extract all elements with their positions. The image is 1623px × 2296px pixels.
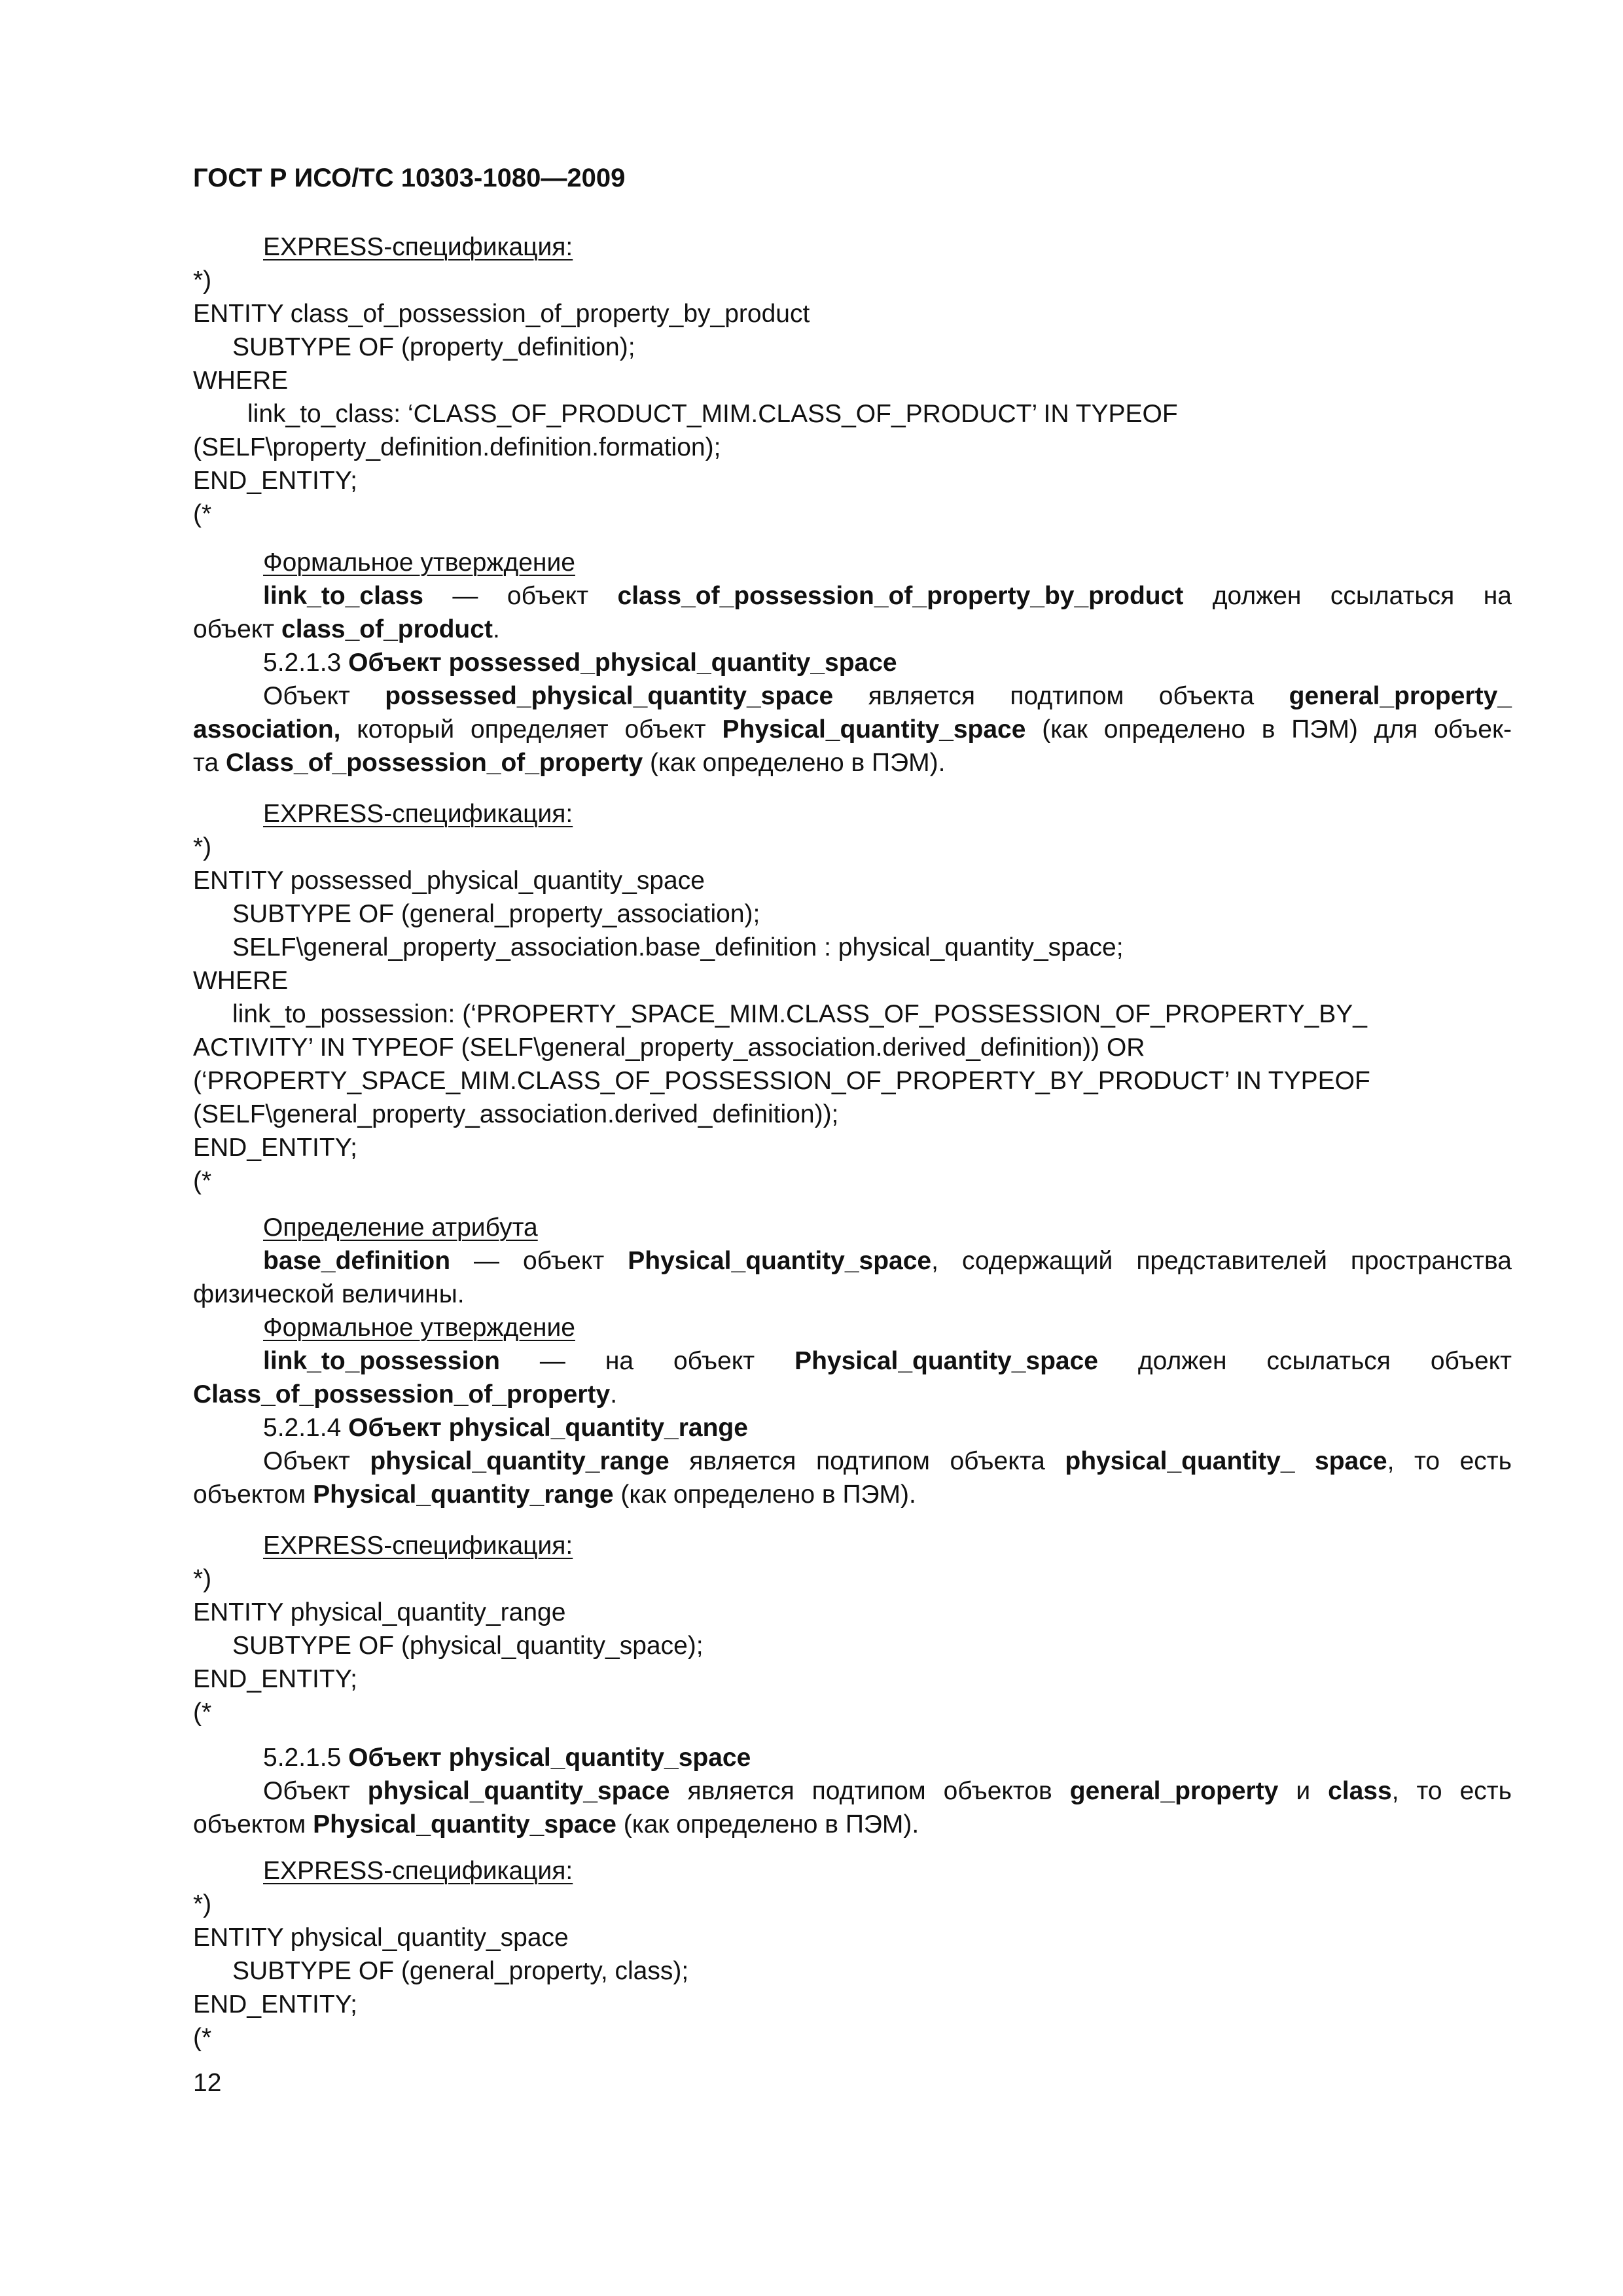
end-entity: END_ENTITY; [193,1990,358,2018]
section-heading: 5.2.1.3 Объект possessed_physical_quantity_space [263,649,897,677]
page-number: 12 [193,2069,222,2097]
formal-statement-text: объект class_of_product. [193,615,500,643]
formal-statement-text: link_to_possession — на объект Physical_quantity_space должен ссылаться объект [263,1347,1512,1375]
formal-statement-label: Формальное утверждение [263,548,575,577]
subtype-declaration: SUBTYPE OF (general_property, class); [232,1957,689,1985]
section-heading: 5.2.1.5 Объект physical_quantity_space [263,1744,751,1772]
code-close: (* [193,2024,212,2052]
where-rule-line: (SELF\general_property_association.derived_definition)); [193,1100,839,1128]
section-description: объектом Physical_quantity_range (как определено в ПЭМ). [193,1480,916,1509]
section-heading: 5.2.1.4 Объект physical_quantity_range [263,1414,748,1442]
express-spec-label: EXPRESS-спецификация: [263,233,573,261]
code-close: (* [193,1698,212,1727]
section-description: объектом Physical_quantity_space (как определено в ПЭМ). [193,1810,919,1839]
where-rule-line: link_to_class: ‘CLASS_OF_PRODUCT_MIM.CLASS_OF_PRODUCT’ IN TYPEOF [247,400,1178,428]
where-keyword: WHERE [193,967,289,995]
document-header: ГОСТ Р ИСО/ТС 10303-1080—2009 [193,164,626,192]
subtype-declaration: SUBTYPE OF (general_property_association); [232,900,760,928]
entity-declaration: ENTITY physical_quantity_range [193,1598,566,1626]
where-rule-line: (SELF\property_definition.definition.formation); [193,433,721,461]
subtype-declaration: SUBTYPE OF (property_definition); [232,333,635,361]
section-description: та Class_of_possession_of_property (как определено в ПЭМ). [193,749,946,777]
end-entity: END_ENTITY; [193,1134,358,1162]
entity-declaration: ENTITY class_of_possession_of_property_by_product [193,300,810,328]
attribute-declaration: SELF\general_property_association.base_definition : physical_quantity_space; [232,933,1124,961]
formal-statement-text: link_to_class — объект class_of_possession_of_property_by_product должен ссылаться на [263,582,1512,610]
end-entity: END_ENTITY; [193,467,358,495]
section-description: Объект possessed_physical_quantity_space является подтипом объекта general_property_ [263,682,1512,710]
code-close: (* [193,500,212,528]
subtype-declaration: SUBTYPE OF (physical_quantity_space); [232,1632,704,1660]
attribute-definition-text: base_definition — объект Physical_quantity_space, содержащий представителей пространства [263,1247,1512,1275]
section-description: association, который определяет объект Physical_quantity_space (как определено в ПЭМ) для объек- [193,715,1512,744]
formal-statement-text: Class_of_possession_of_property. [193,1380,618,1408]
where-rule-line: link_to_possession: (‘PROPERTY_SPACE_MIM.CLASS_OF_POSSESSION_OF_PROPERTY_BY_ [232,1000,1367,1028]
where-rule-line: ACTIVITY’ IN TYPEOF (SELF\general_property_association.derived_definition)) OR [193,1033,1145,1062]
where-keyword: WHERE [193,367,289,395]
code-open: *) [193,1890,212,1918]
attribute-definition-label: Определение атрибута [263,1213,538,1242]
code-close: (* [193,1167,212,1195]
end-entity: END_ENTITY; [193,1665,358,1693]
express-spec-label: EXPRESS-спецификация: [263,1532,573,1560]
entity-declaration: ENTITY physical_quantity_space [193,1924,569,1952]
code-open: *) [193,266,212,295]
code-open: *) [193,833,212,861]
code-open: *) [193,1565,212,1593]
express-spec-label: EXPRESS-спецификация: [263,1857,573,1885]
attribute-definition-text: физической величины. [193,1280,465,1308]
formal-statement-label: Формальное утверждение [263,1314,575,1342]
where-rule-line: (‘PROPERTY_SPACE_MIM.CLASS_OF_POSSESSION_OF_PROPERTY_BY_PRODUCT’ IN TYPEOF [193,1067,1370,1095]
express-spec-label: EXPRESS-спецификация: [263,800,573,828]
entity-declaration: ENTITY possessed_physical_quantity_space [193,867,705,895]
section-description: Объект physical_quantity_space является подтипом объектов general_property и class, то есть [263,1777,1512,1805]
section-description: Объект physical_quantity_range является подтипом объекта physical_quantity_ space, то есть [263,1447,1512,1475]
